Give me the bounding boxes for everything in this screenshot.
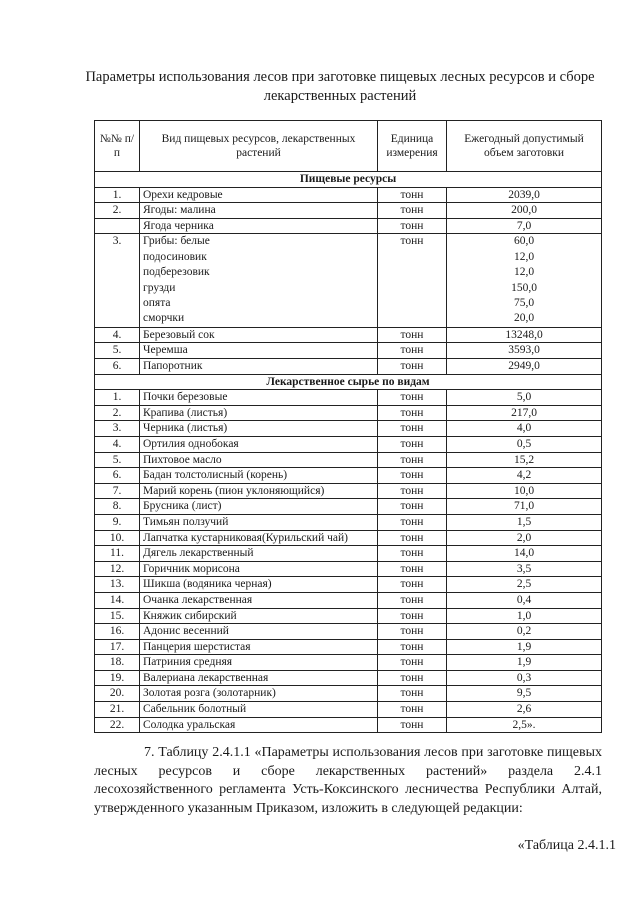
cell-num: 13. [95,577,140,593]
cell-num [95,218,140,234]
mushroom-volume: 20,0 [513,312,535,325]
header-num: №№ п/п [95,121,140,172]
cell-num: 12. [95,561,140,577]
cell-name: Крапива (листья) [140,405,378,421]
cell-name: Патриния средняя [140,655,378,671]
cell-name: Панцерия шерстистая [140,639,378,655]
table-row [95,561,602,577]
cell-name: Княжик сибирский [140,608,378,624]
cell-unit: тонн [378,390,447,406]
cell-volume: 0,5 [447,436,602,452]
cell-volume: 217,0 [447,405,602,421]
table-row [95,655,602,671]
next-table-caption: «Таблица 2.4.1.1 [517,838,616,853]
cell-name: Ортилия однобокая [140,436,378,452]
table-row [95,514,602,530]
cell-volume: 3,5 [447,561,602,577]
cell-num: 1. [95,187,140,203]
cell-unit: тонн [378,359,447,375]
cell-unit: тонн [378,421,447,437]
cell-num: 8. [95,499,140,515]
cell-num: 7. [95,483,140,499]
table-row [95,624,602,640]
amendment-paragraph: 7. Таблицу 2.4.1.1 «Параметры использования лесов при заготовке пищевых лесных ресурсов и сборе лекарственных растений» раздела 2.4.1 лесохозяйственного регламента Усть-Коксинского лесничества Республики Алтай, утвержденного указанным Приказом, изложить в следующей редакции: [94,745,602,816]
mushroom-volume: 12,0 [513,250,535,263]
cell-unit: тонн [378,468,447,484]
section-row-medicinal [95,374,602,390]
cell-name: Валериана лекарственная [140,670,378,686]
table-row [95,203,602,219]
table-row [95,327,602,343]
cell-unit: тонн [378,608,447,624]
cell-name: Сабельник болотный [140,702,378,718]
table-row [95,452,602,468]
cell-volume: 15,2 [447,452,602,468]
cell-name: Пихтовое масло [140,452,378,468]
cell-num: 4. [95,436,140,452]
mushroom-name: подберезовик [143,266,210,279]
cell-unit: тонн [378,670,447,686]
cell-num: 16. [95,624,140,640]
cell-unit: тонн [378,561,447,577]
cell-num: 1. [95,390,140,406]
cell-unit: тонн [378,546,447,562]
table-row [95,483,602,499]
cell-num: 4. [95,327,140,343]
cell-volume: 1,9 [447,639,602,655]
cell-unit: тонн [378,187,447,203]
table-row [95,390,602,406]
table-row [95,592,602,608]
cell-volume: 10,0 [447,483,602,499]
header-volume: Ежегодный допустимый объем заготовки [447,121,602,172]
table-header-row [95,121,602,172]
mushroom-name: Грибы: белые [143,235,210,248]
header-unit: Единица измерения [378,121,447,172]
cell-volume: 1,9 [447,655,602,671]
cell-unit: тонн [378,452,447,468]
cell-num: 22. [95,717,140,733]
table-row [95,670,602,686]
table-row [95,468,602,484]
cell-num: 3. [95,421,140,437]
cell-unit: тонн [378,203,447,219]
cell-volume: 13248,0 [447,327,602,343]
cell-num: 9. [95,514,140,530]
mushroom-name: сморчки [143,312,185,325]
section-title-medicinal: Лекарственное сырье по видам [95,374,602,390]
cell-num: 20. [95,686,140,702]
cell-name: Бадан толстолисный (корень) [140,468,378,484]
cell-unit: тонн [378,218,447,234]
cell-num: 19. [95,670,140,686]
cell-name: Ягода черника [140,218,378,234]
cell-volume: 7,0 [447,218,602,234]
table-row [95,421,602,437]
section-row-food [95,172,602,188]
cell-name: Тимьян ползучий [140,514,378,530]
table-row [95,436,602,452]
cell-unit: тонн [378,530,447,546]
cell-name: Ягоды: малина [140,203,378,219]
cell-name: Солодка уральская [140,717,378,733]
cell-volume-list [447,234,602,327]
table-row-mushrooms [95,234,602,327]
mushroom-name: грузди [143,281,176,294]
cell-name: Очанка лекарственная [140,592,378,608]
cell-num: 11. [95,546,140,562]
cell-name: Золотая розга (золотарник) [140,686,378,702]
cell-name: Лапчатка кустарниковая(Курильский чай) [140,530,378,546]
cell-unit: тонн [378,639,447,655]
cell-unit: тонн [378,655,447,671]
table-row [95,218,602,234]
cell-volume: 2,5». [447,717,602,733]
cell-unit: тонн [378,577,447,593]
mushroom-volume: 12,0 [513,266,535,279]
cell-unit: тонн [378,717,447,733]
table-row [95,530,602,546]
mushroom-volume: 75,0 [513,297,535,309]
cell-volume: 3593,0 [447,343,602,359]
table-row [95,639,602,655]
cell-name: Горичник морисона [140,561,378,577]
cell-num: 2. [95,203,140,219]
cell-volume: 0,3 [447,670,602,686]
cell-name: Адонис весенний [140,624,378,640]
mushroom-volume: 60,0 [513,235,535,248]
cell-num: 21. [95,702,140,718]
cell-num: 14. [95,592,140,608]
cell-volume: 2,5 [447,577,602,593]
cell-name: Шикша (водяника черная) [140,577,378,593]
table-row [95,577,602,593]
cell-name-list [140,234,378,327]
cell-unit: тонн [378,405,447,421]
cell-volume: 4,2 [447,468,602,484]
table-row [95,686,602,702]
table-row [95,405,602,421]
cell-volume: 14,0 [447,546,602,562]
cell-num: 3. [95,234,140,327]
cell-num: 10. [95,530,140,546]
cell-unit: тонн [378,343,447,359]
table-row [95,546,602,562]
cell-name: Черемша [140,343,378,359]
cell-volume: 0,4 [447,592,602,608]
cell-name: Дягель лекарственный [140,546,378,562]
cell-name: Почки березовые [140,390,378,406]
section-title-food: Пищевые ресурсы [95,172,602,188]
table-row [95,608,602,624]
cell-unit: тонн [378,686,447,702]
cell-name: Брусника (лист) [140,499,378,515]
cell-unit: тонн [378,483,447,499]
cell-name: Папоротник [140,359,378,375]
cell-name: Березовый сок [140,327,378,343]
cell-name: Черника (листья) [140,421,378,437]
cell-num: 18. [95,655,140,671]
cell-volume: 2,0 [447,530,602,546]
cell-unit: тонн [378,499,447,515]
cell-num: 6. [95,359,140,375]
table-row [95,499,602,515]
page-title: Параметры использования лесов при заготовке пищевых лесных ресурсов и сборе лекарственных растений [85,69,595,104]
table-row [95,343,602,359]
cell-num: 6. [95,468,140,484]
table-row [95,359,602,375]
cell-volume: 1,0 [447,608,602,624]
cell-volume: 4,0 [447,421,602,437]
header-name: Вид пищевых ресурсов, лекарственных растений [140,121,378,172]
cell-name: Марий корень (пион уклоняющийся) [140,483,378,499]
cell-volume: 1,5 [447,514,602,530]
cell-unit: тонн [378,436,447,452]
cell-name: Орехи кедровые [140,187,378,203]
cell-volume: 200,0 [447,203,602,219]
resources-table [94,120,602,733]
cell-volume: 2,6 [447,702,602,718]
cell-volume: 0,2 [447,624,602,640]
cell-num: 5. [95,452,140,468]
cell-volume: 2949,0 [447,359,602,375]
table-row [95,187,602,203]
cell-unit: тонн [378,327,447,343]
cell-num: 15. [95,608,140,624]
cell-num: 17. [95,639,140,655]
cell-unit: тонн [378,592,447,608]
cell-unit: тонн [378,702,447,718]
cell-volume: 9,5 [447,686,602,702]
cell-volume: 5,0 [447,390,602,406]
table-row [95,717,602,733]
cell-unit: тонн [378,234,447,327]
mushroom-name: подосиновик [143,250,207,263]
cell-volume: 71,0 [447,499,602,515]
cell-unit: тонн [378,624,447,640]
cell-unit: тонн [378,514,447,530]
mushroom-volume: 150,0 [511,281,537,294]
cell-volume: 2039,0 [447,187,602,203]
cell-num: 5. [95,343,140,359]
cell-num: 2. [95,405,140,421]
table-row [95,702,602,718]
mushroom-name: опята [143,297,171,309]
